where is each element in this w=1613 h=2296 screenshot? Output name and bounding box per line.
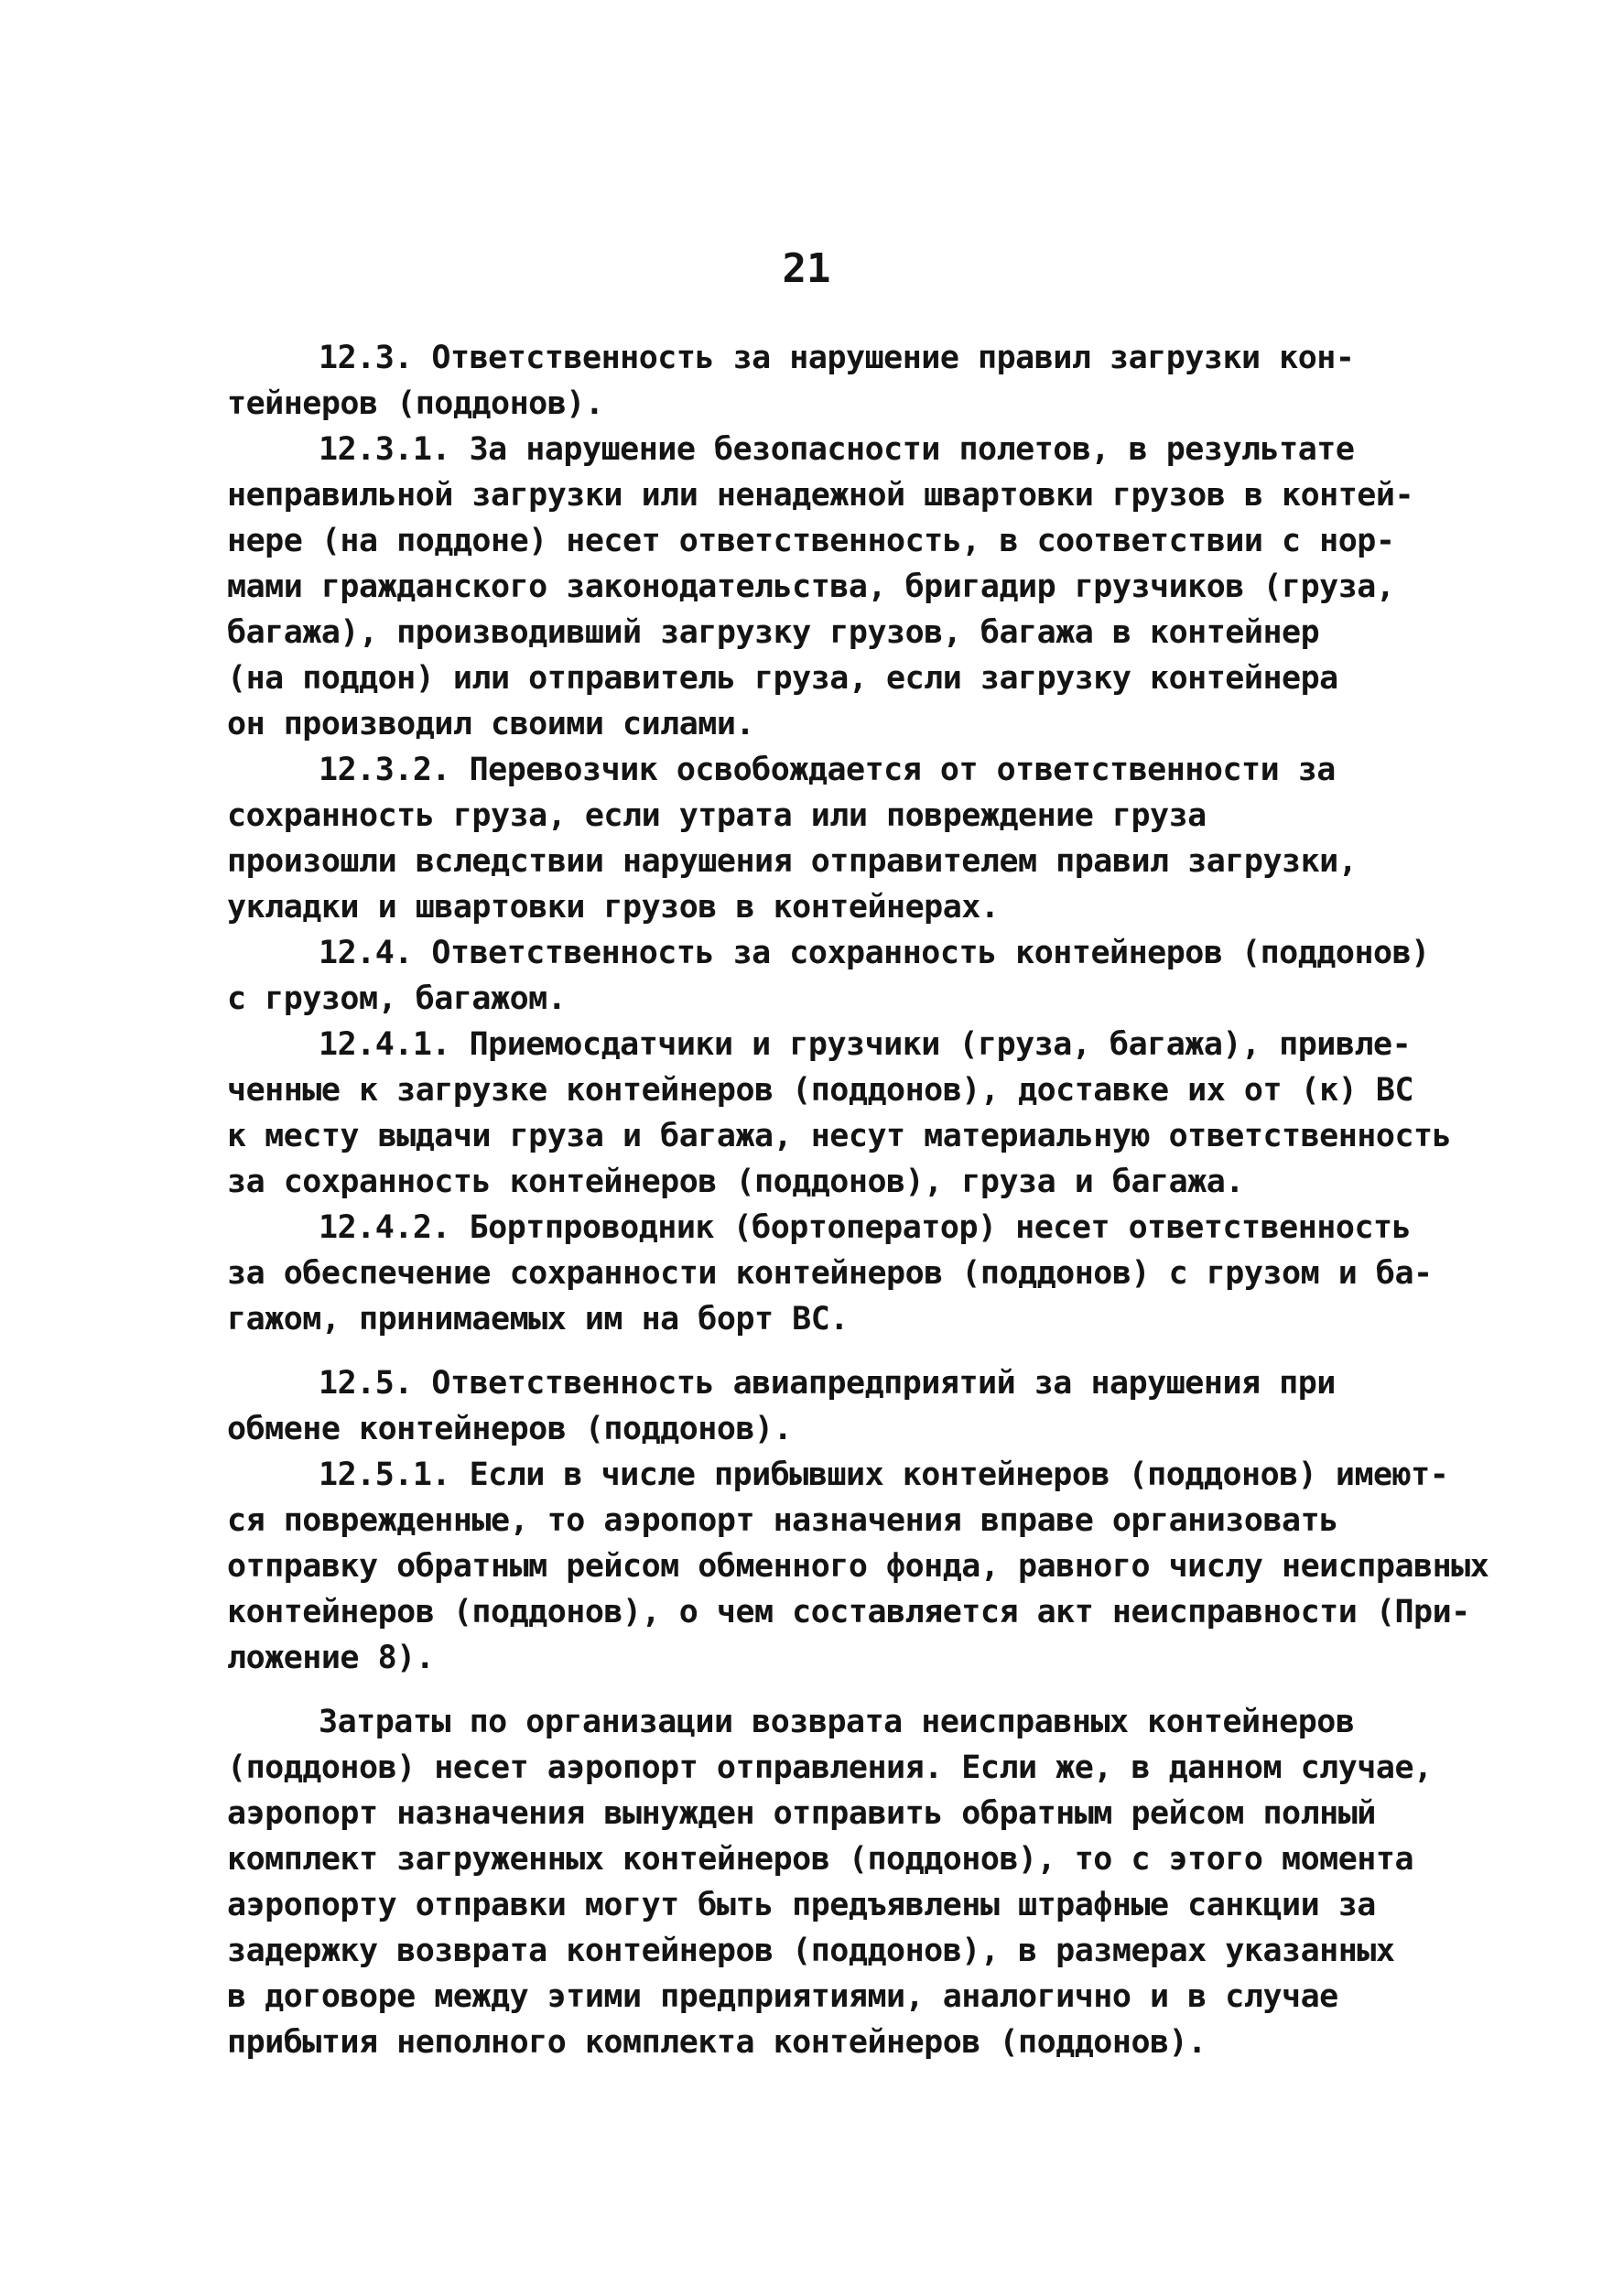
text-line: произошли вследствии нарушения отправителем правил загрузки, (227, 843, 1358, 880)
text-line: ся поврежденные, то аэропорт назначения вправе организовать (227, 1502, 1338, 1539)
text-line: Затраты по организации возврата неисправных контейнеров (319, 1704, 1355, 1740)
text-line: комплект загруженных контейнеров (поддонов), то с этого момента (227, 1841, 1414, 1878)
text-line: аэропорт назначения вынужден отправить обратным рейсом полный (227, 1795, 1376, 1832)
text-line: мами гражданского законодательства, бригадир грузчиков (груза, (227, 569, 1395, 605)
page-number: 21 (782, 245, 831, 292)
text-line: в договоре между этими предприятиями, аналогично и в случае (227, 1978, 1338, 2015)
section-heading-12-5 (227, 1360, 1445, 1452)
text-line: нере (на поддоне) несет ответственность, в соответствии с нор- (227, 523, 1395, 559)
text-line: отправку обратным рейсом обменного фонда, равного числу неисправных (227, 1548, 1489, 1585)
text-line: 12.3. Ответственность за нарушение правил загрузки кон- (319, 340, 1355, 376)
text-line: (на поддон) или отправитель груза, если загрузку контейнера (227, 660, 1338, 697)
text-line: аэропорту отправки могут быть предъявлены штрафные санкции за (227, 1887, 1376, 1923)
text-line: тейнеров (поддонов). (227, 385, 604, 422)
text-line: он производил своими силами. (227, 706, 755, 742)
text-line: 12.3.2. Перевозчик освобождается от ответственности за (319, 752, 1336, 788)
text-line: задержку возврата контейнеров (поддонов), в размерах указанных (227, 1933, 1395, 1969)
paragraph-12-4-2 (227, 1205, 1445, 1342)
text-line: ченные к загрузке контейнеров (поддонов), доставке их от (к) ВС (227, 1072, 1414, 1109)
text-line: за сохранность контейнеров (поддонов), груза и багажа. (227, 1164, 1244, 1200)
text-line: сохранность груза, если утрата или повреждение груза (227, 797, 1207, 834)
text-line: 12.5.1. Если в числе прибывших контейнеров (поддонов) имеют- (319, 1457, 1449, 1493)
text-line: прибытия неполного комплекта контейнеров (поддонов). (227, 2024, 1207, 2061)
paragraph-costs (227, 1699, 1445, 2065)
document-body (227, 335, 1489, 2065)
text-line: 12.3.1. За нарушение безопасности полетов, в результате (319, 431, 1355, 468)
text-line: неправильной загрузки или ненадежной швартовки грузов в контей- (227, 477, 1414, 514)
section-heading-12-3 (227, 335, 1445, 427)
paragraph-12-4-1 (227, 1022, 1452, 1205)
paragraph-12-3-1 (227, 427, 1445, 747)
text-line: к месту выдачи груза и багажа, несут материальную ответственность (227, 1118, 1452, 1154)
spacer (227, 1681, 1445, 1699)
text-line: (поддонов) несет аэропорт отправления. Если же, в данном случае, (227, 1749, 1433, 1786)
text-line: обмене контейнеров (поддонов). (227, 1411, 793, 1447)
text-line: контейнеров (поддонов), о чем составляется акт неисправности (При- (227, 1594, 1470, 1630)
text-line: ложение 8). (227, 1640, 435, 1676)
text-line: 12.4. Ответственность за сохранность контейнеров (поддонов) (319, 935, 1430, 971)
text-line: 12.4.1. Приемосдатчики и грузчики (груза, багажа), привле- (319, 1026, 1412, 1063)
text-line: гажом, принимаемых им на борт ВС. (227, 1301, 849, 1338)
section-heading-12-4 (227, 930, 1445, 1022)
text-line: 12.4.2. Бортпроводник (бортоператор) несет ответственность (319, 1209, 1412, 1246)
paragraph-12-5-1 (227, 1452, 1489, 1681)
text-line: за обеспечение сохранности контейнеров (поддонов) с грузом и ба- (227, 1255, 1433, 1292)
text-line: с грузом, багажом. (227, 980, 567, 1017)
text-line: багажа), производивший загрузку грузов, багажа в контейнер (227, 614, 1320, 651)
text-line: укладки и швартовки грузов в контейнерах. (227, 889, 1000, 926)
paragraph-12-3-2 (227, 747, 1445, 930)
spacer (227, 1342, 1445, 1360)
text-line: 12.5. Ответственность авиапредприятий за нарушения при (319, 1365, 1336, 1402)
